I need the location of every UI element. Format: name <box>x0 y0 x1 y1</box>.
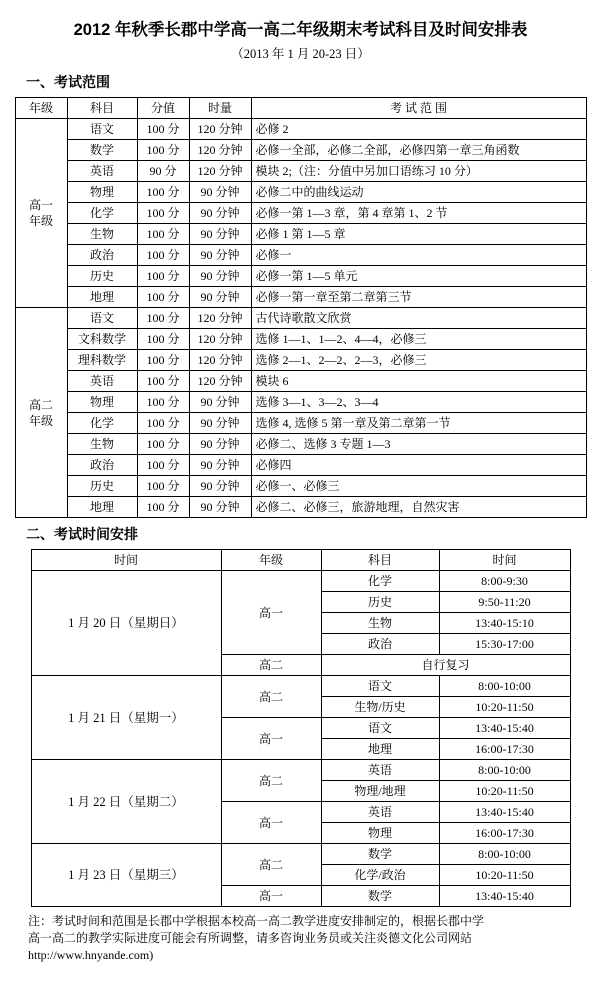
section-heading-exam-schedule: 二、考试时间安排 <box>26 526 138 542</box>
subject-cell: 物理/地理 <box>321 781 439 802</box>
subject-cell: 政治 <box>321 634 439 655</box>
subject-cell: 文科数学 <box>67 329 137 350</box>
range-cell: 必修二、选修 3 专题 1—3 <box>251 434 586 455</box>
score-cell: 100 分 <box>137 287 189 308</box>
subject-cell: 数学 <box>67 140 137 161</box>
range-cell: 模块 6 <box>251 371 586 392</box>
range-cell: 选修 1—1、1—2、4—4，必修三 <box>251 329 586 350</box>
time-cell: 8:00-9:30 <box>439 571 570 592</box>
note-website-url: http://www.hnyande.com) <box>28 948 154 962</box>
subject-cell: 语文 <box>321 718 439 739</box>
score-cell: 100 分 <box>137 455 189 476</box>
duration-cell: 90 分钟 <box>189 287 251 308</box>
subject-cell: 化学 <box>67 413 137 434</box>
footer-note <box>28 913 589 964</box>
score-cell: 100 分 <box>137 224 189 245</box>
grade-cell: 高一 <box>221 886 321 907</box>
exam-scope-table <box>15 97 587 518</box>
subject-cell: 化学 <box>321 571 439 592</box>
range-cell: 模块 2;（注：分值中另加口语练习 10 分） <box>251 161 586 182</box>
table-row <box>31 760 570 781</box>
time-cell: 13:40-15:10 <box>439 613 570 634</box>
date-cell: 1 月 21 日（星期一） <box>31 676 221 760</box>
range-cell: 必修一、必修三 <box>251 476 586 497</box>
duration-cell: 120 分钟 <box>189 119 251 140</box>
duration-cell: 120 分钟 <box>189 140 251 161</box>
table-row <box>15 161 586 182</box>
time-cell: 9:50-11:20 <box>439 592 570 613</box>
time-cell: 8:00-10:00 <box>439 676 570 697</box>
subject-cell: 历史 <box>67 266 137 287</box>
table-row <box>15 413 586 434</box>
subject-cell: 生物 <box>321 613 439 634</box>
duration-cell: 120 分钟 <box>189 371 251 392</box>
score-cell: 100 分 <box>137 308 189 329</box>
page-title: 2012 年秋季长郡中学高一高二年级期末考试科目及时间安排表 <box>73 21 528 39</box>
subject-cell: 数学 <box>321 886 439 907</box>
duration-cell: 90 分钟 <box>189 245 251 266</box>
range-cell: 必修二中的曲线运动 <box>251 182 586 203</box>
score-cell: 100 分 <box>137 434 189 455</box>
table-row <box>15 140 586 161</box>
subject-cell: 英语 <box>321 760 439 781</box>
time-cell: 13:40-15:40 <box>439 802 570 823</box>
exam-schedule-table <box>31 549 571 907</box>
duration-cell: 90 分钟 <box>189 203 251 224</box>
subject-cell: 语文 <box>67 119 137 140</box>
duration-cell: 90 分钟 <box>189 413 251 434</box>
score-cell: 100 分 <box>137 392 189 413</box>
score-cell: 100 分 <box>137 119 189 140</box>
table-row <box>31 676 570 697</box>
range-cell: 必修一第 1—3 章，第 4 章第 1、2 节 <box>251 203 586 224</box>
grade-cell: 高一 <box>221 571 321 655</box>
range-cell: 必修四 <box>251 455 586 476</box>
subject-cell: 地理 <box>321 739 439 760</box>
table-row <box>15 350 586 371</box>
score-cell: 100 分 <box>137 245 189 266</box>
table-row <box>15 266 586 287</box>
subject-cell: 物理 <box>67 392 137 413</box>
time-cell: 15:30-17:00 <box>439 634 570 655</box>
grade-cell: 高一 <box>221 802 321 844</box>
score-cell: 100 分 <box>137 203 189 224</box>
time-cell: 8:00-10:00 <box>439 844 570 865</box>
table-row <box>15 182 586 203</box>
grade-label-line1: 高二 <box>28 397 53 412</box>
duration-cell: 120 分钟 <box>189 308 251 329</box>
col-header-grade: 年级 <box>221 550 321 571</box>
range-cell: 选修 4, 选修 5 第一章及第二章第一节 <box>251 413 586 434</box>
table-row <box>15 203 586 224</box>
range-cell: 必修 2 <box>251 119 586 140</box>
time-cell: 16:00-17:30 <box>439 823 570 844</box>
subject-cell: 生物/历史 <box>321 697 439 718</box>
table-row <box>15 371 586 392</box>
table-row <box>31 571 570 592</box>
time-cell: 13:40-15:40 <box>439 718 570 739</box>
range-cell: 必修一第一章至第二章第三节 <box>251 287 586 308</box>
subject-cell: 英语 <box>321 802 439 823</box>
score-cell: 100 分 <box>137 413 189 434</box>
table-row <box>31 844 570 865</box>
range-cell: 必修二、必修三，旅游地理，自然灾害 <box>251 497 586 518</box>
table-row <box>15 476 586 497</box>
range-cell: 必修 1 第 1—5 章 <box>251 224 586 245</box>
date-cell: 1 月 23 日（星期三） <box>31 844 221 907</box>
table-row <box>15 287 586 308</box>
subject-cell: 理科数学 <box>67 350 137 371</box>
score-cell: 90 分 <box>137 161 189 182</box>
subject-cell: 历史 <box>67 476 137 497</box>
subject-cell: 语文 <box>321 676 439 697</box>
table-row <box>15 329 586 350</box>
table-row <box>15 308 586 329</box>
duration-cell: 120 分钟 <box>189 329 251 350</box>
subject-cell: 物理 <box>321 823 439 844</box>
subject-cell: 生物 <box>67 224 137 245</box>
table-row <box>15 392 586 413</box>
subject-cell: 地理 <box>67 497 137 518</box>
subject-cell: 英语 <box>67 371 137 392</box>
note-line-2: 高一高二的教学实际进度可能会有所调整，请多咨询业务员或关注炎德文化公司网站 <box>28 931 473 945</box>
score-cell: 100 分 <box>137 182 189 203</box>
subject-cell: 数学 <box>321 844 439 865</box>
col-header-score: 分值 <box>137 98 189 119</box>
grade-label-line2: 年级 <box>28 214 53 228</box>
subject-cell: 物理 <box>67 182 137 203</box>
self-study-cell: 自行复习 <box>321 655 570 676</box>
grade-label-line2: 年级 <box>28 413 53 428</box>
section-heading-exam-scope: 一、考试范围 <box>26 74 110 90</box>
col-header-range: 考 试 范 围 <box>251 98 586 119</box>
subject-cell: 英语 <box>67 161 137 182</box>
subject-cell: 政治 <box>67 245 137 266</box>
table-row <box>15 224 586 245</box>
page-subtitle: （2013 年 1 月 20-23 日） <box>231 47 370 61</box>
grade-label-line1: 高一 <box>28 198 53 212</box>
grade-cell-g2 <box>15 308 67 518</box>
col-header-date: 时间 <box>31 550 221 571</box>
date-cell: 1 月 22 日（星期二） <box>31 760 221 844</box>
score-cell: 100 分 <box>137 266 189 287</box>
duration-cell: 90 分钟 <box>189 497 251 518</box>
col-header-grade: 年级 <box>15 98 67 119</box>
table-header-row <box>15 98 586 119</box>
table-row <box>15 497 586 518</box>
table-row <box>15 119 586 140</box>
grade-cell: 高二 <box>221 655 321 676</box>
range-cell: 必修一 <box>251 245 586 266</box>
duration-cell: 90 分钟 <box>189 392 251 413</box>
date-cell: 1 月 20 日（星期日） <box>31 571 221 676</box>
range-cell: 古代诗歌散文欣赏 <box>251 308 586 329</box>
duration-cell: 90 分钟 <box>189 224 251 245</box>
subject-cell: 生物 <box>67 434 137 455</box>
subject-cell: 地理 <box>67 287 137 308</box>
duration-cell: 90 分钟 <box>189 266 251 287</box>
table-row <box>15 455 586 476</box>
grade-cell: 高二 <box>221 760 321 802</box>
score-cell: 100 分 <box>137 140 189 161</box>
duration-cell: 90 分钟 <box>189 455 251 476</box>
duration-cell: 90 分钟 <box>189 476 251 497</box>
subject-cell: 化学 <box>67 203 137 224</box>
score-cell: 100 分 <box>137 350 189 371</box>
col-header-duration: 时量 <box>189 98 251 119</box>
score-cell: 100 分 <box>137 497 189 518</box>
score-cell: 100 分 <box>137 329 189 350</box>
subject-cell: 政治 <box>67 455 137 476</box>
table-header-row <box>31 550 570 571</box>
range-cell: 必修一第 1—5 单元 <box>251 266 586 287</box>
time-cell: 13:40-15:40 <box>439 886 570 907</box>
table-row <box>15 434 586 455</box>
duration-cell: 90 分钟 <box>189 434 251 455</box>
score-cell: 100 分 <box>137 371 189 392</box>
duration-cell: 90 分钟 <box>189 182 251 203</box>
col-header-subject: 科目 <box>67 98 137 119</box>
subject-cell: 化学/政治 <box>321 865 439 886</box>
time-cell: 10:20-11:50 <box>439 697 570 718</box>
time-cell: 10:20-11:50 <box>439 865 570 886</box>
grade-cell-g1 <box>15 119 67 308</box>
duration-cell: 120 分钟 <box>189 350 251 371</box>
table-row <box>15 245 586 266</box>
range-cell: 选修 3—1、3—2、3—4 <box>251 392 586 413</box>
grade-cell: 高二 <box>221 676 321 718</box>
subject-cell: 历史 <box>321 592 439 613</box>
time-cell: 10:20-11:50 <box>439 781 570 802</box>
range-cell: 选修 2—1、2—2、2—3，必修三 <box>251 350 586 371</box>
time-cell: 16:00-17:30 <box>439 739 570 760</box>
grade-cell: 高二 <box>221 844 321 886</box>
subject-cell: 语文 <box>67 308 137 329</box>
range-cell: 必修一全部，必修二全部，必修四第一章三角函数 <box>251 140 586 161</box>
grade-cell: 高一 <box>221 718 321 760</box>
col-header-time: 时间 <box>439 550 570 571</box>
duration-cell: 120 分钟 <box>189 161 251 182</box>
time-cell: 8:00-10:00 <box>439 760 570 781</box>
col-header-subject: 科目 <box>321 550 439 571</box>
score-cell: 100 分 <box>137 476 189 497</box>
note-line-1: 注：考试时间和范围是长郡中学根据本校高一高二教学进度安排制定的，根据长郡中学 <box>28 914 485 928</box>
